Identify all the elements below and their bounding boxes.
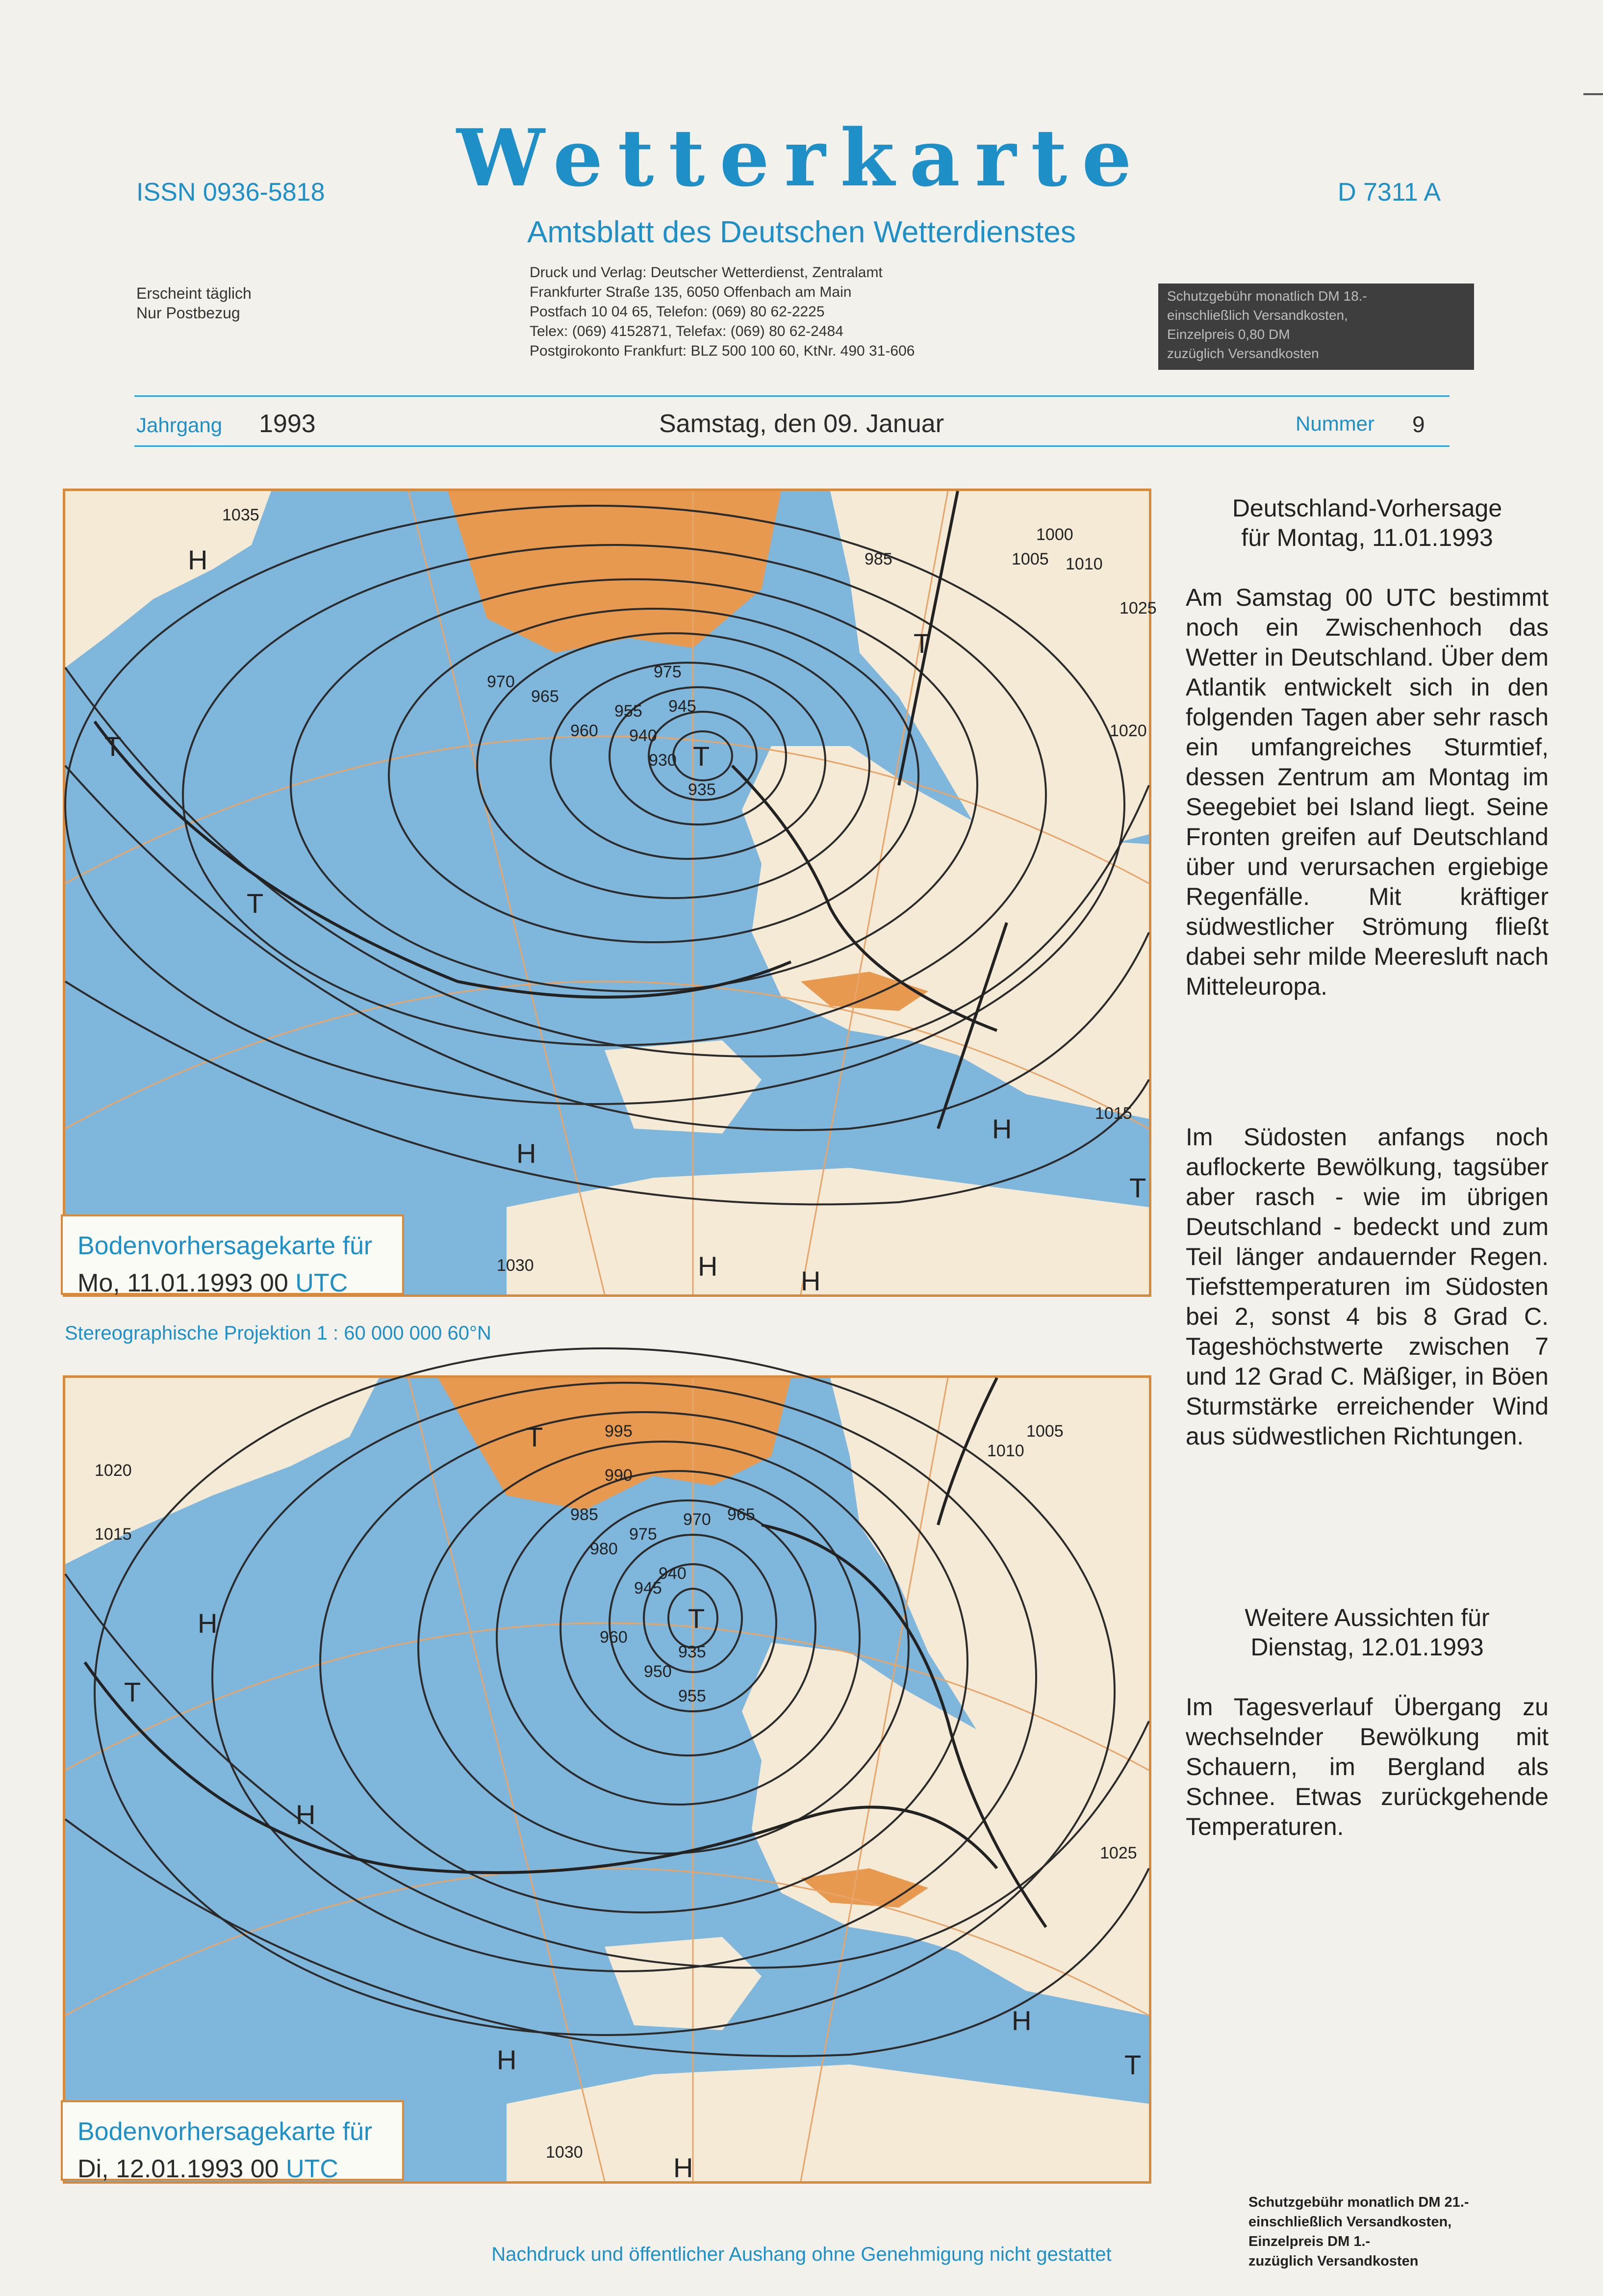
map-label-title: Bodenvorhersagekarte für — [77, 1232, 373, 1260]
forecast-heading — [1186, 493, 1549, 552]
forecast-heading-line: Deutschland-Vorhersage — [1232, 494, 1502, 522]
nummer-value: 9 — [1412, 412, 1425, 437]
reprint-notice: Nachdruck und öffentlicher Aushang ohne Genehmigung nicht gestattet — [491, 2244, 1112, 2265]
weather-map-tuesday — [63, 1375, 1151, 2184]
publisher-imprint — [530, 263, 915, 361]
publication-frequency — [136, 284, 252, 323]
erscheint-line: Erscheint täglich — [136, 284, 252, 302]
postal-code: D 7311 A — [1338, 178, 1441, 206]
outlook-heading-line: Weitere Aussichten für — [1245, 1604, 1490, 1631]
isobar-value: 945 — [634, 1579, 662, 1598]
isobar-value: 930 — [649, 751, 677, 770]
footer-price-line: Schutzgebühr monatlich DM 21.- — [1248, 2194, 1469, 2210]
map-label-datetime: Mo, 11.01.1993 00 — [77, 1269, 288, 1297]
isobar-value: 1005 — [1012, 550, 1049, 568]
isobar-value: 965 — [531, 687, 559, 706]
map-label-tuesday — [61, 2100, 404, 2181]
pressure-center: T — [688, 1603, 705, 1634]
pressure-center: H — [198, 1608, 218, 1639]
pressure-center: H — [992, 1113, 1012, 1144]
outlook-paragraph: Im Tagesverlauf Übergang zu wechselnder Bewölkung mit Schauern, im Bergland als Schnee. Etwas zurückgehende Temperaturen. — [1186, 1693, 1549, 1840]
imprint-line: Druck und Verlag: Deutscher Wetterdienst, Zentralamt — [530, 264, 883, 281]
projection-note: Stereographische Projektion 1 : 60 000 000 60°N — [65, 1322, 491, 1344]
pressure-center: H — [801, 1265, 821, 1296]
map-graphic — [65, 491, 1157, 1296]
pressure-center: H — [516, 1138, 536, 1169]
price-line: einschließlich Versandkosten, — [1167, 308, 1348, 323]
price-box-redacted — [1158, 284, 1474, 370]
pressure-center: H — [188, 544, 208, 575]
isobar-value: 1020 — [1110, 722, 1147, 740]
map-graphic — [65, 1378, 1149, 2181]
isobar-value: 1020 — [95, 1461, 132, 1480]
isobar-value: 955 — [614, 702, 642, 721]
pressure-center: T — [124, 1677, 141, 1707]
page-edge-mark — [1583, 93, 1603, 95]
imprint-line: Postfach 10 04 65, Telefon: (069) 80 62-2225 — [530, 304, 825, 320]
masthead-subtitle: Amtsblatt des Deutschen Wetterdienstes — [527, 215, 1076, 249]
isobar-value: 1000 — [1036, 525, 1073, 544]
footer-price-line: zuzüglich Versandkosten — [1248, 2253, 1419, 2269]
forecast-heading-line: für Montag, 11.01.1993 — [1241, 524, 1493, 551]
pressure-center: T — [914, 628, 931, 659]
isobar-value: 945 — [668, 697, 696, 716]
footer-price-line: Einzelpreis DM 1.- — [1248, 2234, 1371, 2249]
isobar-value: 985 — [570, 1505, 598, 1524]
forecast-paragraph: Am Samstag 00 UTC bestimmt noch ein Zwischenhoch das Wetter in Deutschland. Über dem Atlantik entwickelt sich in den folgenden Tagen aber sehr rasch ein umfangreiches Sturmtief, dessen Zentrum am Montag im Seegebiet bei Island liegt. Seine Fronten greifen auf Deutschland über und verursachen ergiebige Regenfälle. Mit kräftiger südwestlicher Strömung fließt dabei sehr milde Meeresluft nach Mitteleuropa. — [1186, 584, 1549, 1000]
isobar-value: 970 — [487, 672, 515, 691]
isobar-value: 960 — [600, 1628, 628, 1647]
issn-number: ISSN 0936-5818 — [136, 178, 325, 206]
erscheint-line: Nur Postbezug — [136, 304, 240, 322]
map-label-title: Bodenvorhersagekarte für — [77, 2117, 373, 2146]
isobar-value: 970 — [683, 1510, 711, 1529]
issue-date: Samstag, den 09. Januar — [659, 410, 944, 438]
imprint-line: Postgirokonto Frankfurt: BLZ 500 100 60, KtNr. 490 31-606 — [530, 343, 915, 359]
pressure-center: T — [1124, 2049, 1142, 2080]
isobar-value: 940 — [629, 726, 657, 745]
isobar-value: 935 — [678, 1643, 706, 1661]
divider-top — [134, 395, 1450, 397]
price-line: Einzelpreis 0,80 DM — [1167, 327, 1290, 342]
isobar-value: 960 — [570, 722, 598, 740]
map-label-datetime: Di, 12.01.1993 00 — [77, 2155, 279, 2183]
imprint-line: Frankfurter Straße 135, 6050 Offenbach am Main — [530, 284, 852, 300]
map-label-date — [77, 2150, 387, 2188]
pressure-center: T — [247, 888, 264, 919]
pressure-center: T — [104, 731, 122, 762]
map-label-date — [77, 1264, 387, 1302]
iberia-landmass — [605, 1937, 762, 2030]
africa-landmass — [507, 2064, 1149, 2181]
isobar-value: 985 — [865, 550, 892, 568]
weather-map-monday — [63, 489, 1157, 1297]
price-line: zuzüglich Versandkosten — [1167, 346, 1319, 361]
isobar-value: 965 — [727, 1505, 755, 1524]
masthead-title: Wetterkarte — [457, 112, 1146, 204]
price-line: Schutzgebühr monatlich DM 18.- — [1167, 288, 1367, 304]
isobar-value: 940 — [659, 1564, 687, 1583]
nummer-label: Nummer — [1296, 412, 1375, 435]
forecast-paragraph: Im Südosten anfangs noch auflockerte Bewölkung, tagsüber aber rasch - wie im übrigen Deutschland - bedeckt und zum Teil länger andauernder Regen. Tiefsttemperaturen im Südosten bei 2, sonst 4 bis 8 Grad C. Tageshöchstwerte zwischen 7 und 12 Grad C. Mäßiger, in Böen Sturmstärke erreichender Wind aus südwestlichen Richtungen. — [1186, 1123, 1549, 1450]
isobar-value: 1030 — [546, 2143, 583, 2162]
imprint-line: Telex: (069) 4152871, Telefax: (069) 80 62-2484 — [530, 323, 843, 339]
isobar-value: 1015 — [95, 1525, 132, 1544]
pressure-center: H — [296, 1799, 316, 1830]
isobar-value: 1010 — [987, 1442, 1024, 1460]
pressure-center: T — [1129, 1172, 1146, 1203]
isobar-value: 1010 — [1066, 555, 1103, 573]
isobar-value: 1030 — [497, 1256, 534, 1275]
outlook-heading-line: Dienstag, 12.01.1993 — [1250, 1633, 1484, 1661]
pressure-center: T — [526, 1421, 543, 1452]
divider-bottom — [134, 445, 1450, 447]
isobar-value: 1025 — [1120, 599, 1157, 618]
map-label-utc: UTC — [295, 1269, 348, 1297]
jahrgang-value: 1993 — [259, 410, 316, 438]
isobar-value: 980 — [590, 1540, 618, 1558]
isobar-value: 950 — [644, 1662, 672, 1681]
map-label-utc: UTC — [286, 2155, 338, 2183]
isobar-value: 1015 — [1095, 1104, 1132, 1123]
isobar-value: 995 — [605, 1422, 633, 1441]
pressure-center: T — [693, 741, 710, 772]
isobar-value: 990 — [605, 1466, 633, 1485]
pressure-center: H — [698, 1251, 718, 1282]
isobar-value: 975 — [629, 1525, 657, 1544]
isobar-value: 935 — [688, 780, 716, 799]
pressure-center: H — [1012, 2005, 1032, 2036]
isobar-value: 955 — [678, 1687, 706, 1705]
pressure-center: H — [497, 2044, 517, 2075]
isobar-value: 1035 — [222, 506, 259, 524]
footer-price-line: einschließlich Versandkosten, — [1248, 2214, 1452, 2230]
jahrgang-label: Jahrgang — [136, 413, 223, 437]
outlook-heading — [1186, 1603, 1549, 1662]
isobar-value: 975 — [654, 663, 682, 681]
map-label-monday — [61, 1214, 404, 1295]
isobar-value: 1005 — [1026, 1422, 1064, 1441]
pressure-center: H — [673, 2152, 693, 2183]
isobar-value: 1025 — [1100, 1844, 1137, 1862]
